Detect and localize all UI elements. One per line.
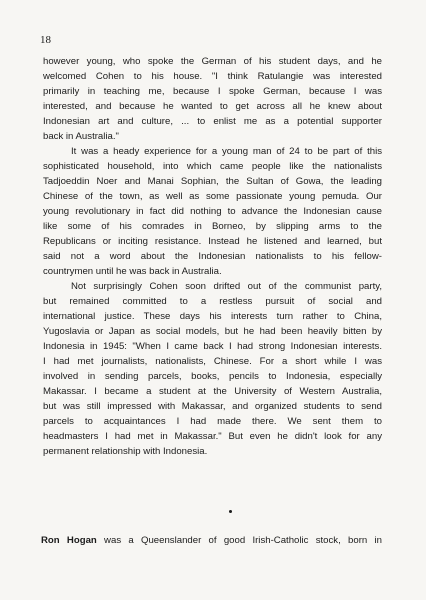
text-line: Chinese of the town, as well as some passionate young pemuda. Our xyxy=(43,191,382,202)
text-line: countrymen until he was back in Australia. xyxy=(43,266,222,277)
text-line: back in Australia." xyxy=(43,131,119,142)
text-line: Makassar. I became a student at the University of Western Australia, xyxy=(43,386,382,397)
text-line: Yugoslavia or Japan as social models, but he had been heavily bitten by xyxy=(43,326,382,337)
text-line: interested, and because he wanted to get across all he knew about xyxy=(43,101,382,112)
text-line: however young, who spoke the German of his student days, and he xyxy=(43,56,382,67)
text-line: I had met journalists, nationalists, Chinese. For a short while I was xyxy=(43,356,382,367)
text-line-rest: was a Queenslander of good Irish-Catholic stock, born in xyxy=(96,535,382,546)
paragraph-opening-line xyxy=(41,533,382,548)
text-line: It was a heady experience for a young man of 24 to be part of this xyxy=(71,146,382,157)
text-line: welcomed Cohen to his house. "I think Ratulangie was interested xyxy=(43,71,382,82)
text-line: Indonesian art and culture, ... to enlist me as a potential supporter xyxy=(43,116,382,127)
page-number: 18 xyxy=(40,34,51,46)
text-line: but remained committed to a restless pursuit of social and xyxy=(43,296,382,307)
text-line: Indonesia in 1945: "When I came back I had strong Indonesian interests. xyxy=(43,341,382,352)
text-line: but was still impressed with Makassar, and organized students to send xyxy=(43,401,382,412)
text-line: permanent relationship with Indonesia. xyxy=(43,446,208,457)
text-line: primarily in teaching me, because I spoke German, because I was xyxy=(43,86,382,97)
text-line: involved in sending parcels, books, pencils to Indonesia, especially xyxy=(43,371,382,382)
section-separator-dot xyxy=(229,510,232,513)
text-line: Not surprisingly Cohen soon drifted out of the communist party, xyxy=(71,281,382,292)
text-line: said not a word about the Indonesian nationalists to his fellow- xyxy=(43,251,382,262)
person-name-bold: Ron Hogan xyxy=(41,535,97,546)
text-line: headmasters I had met in Makassar." But even he didn't look for any xyxy=(43,431,382,442)
text-line: Tadjoeddin Noer and Manai Sophian, the Sultan of Gowa, the leading xyxy=(43,176,382,187)
text-line: young revolutionary in fact did nothing to advance the Indonesian cause xyxy=(43,206,382,217)
text-line: international justice. These days his interests turn rather to China, xyxy=(43,311,382,322)
text-line: sophisticated household, into which came people like the nationalists xyxy=(43,161,382,172)
text-line: Republicans or inciting resistance. Instead he listened and learned, but xyxy=(43,236,382,247)
text-line: like some of his comrades in Borneo, by slipping arms to the xyxy=(43,221,382,232)
body-text xyxy=(43,54,382,459)
text-line: parcels to acquaintances I had made there. We sent them to xyxy=(43,416,382,427)
